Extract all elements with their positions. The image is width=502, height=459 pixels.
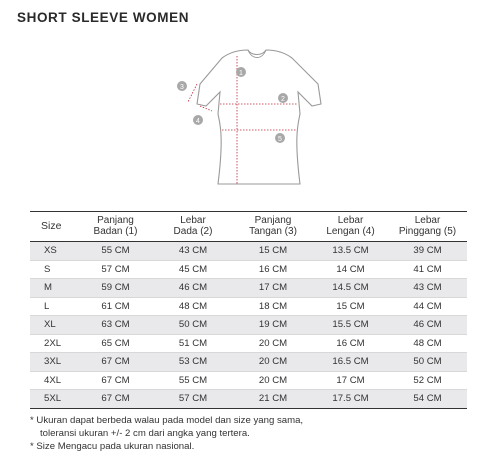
- table-cell: 46 CM: [153, 279, 233, 298]
- table-cell: 48 CM: [388, 334, 467, 353]
- table-cell: 43 CM: [388, 279, 467, 298]
- header-sleeve-length: Panjang Tangan (3): [249, 215, 297, 237]
- svg-text:1: 1: [239, 70, 243, 77]
- tshirt-measurement-diagram: [170, 44, 340, 194]
- table-cell: 63 CM: [78, 316, 153, 335]
- size-cell: S: [30, 260, 78, 279]
- table-row: [30, 353, 467, 372]
- size-cell: 2XL: [30, 334, 78, 353]
- table-cell: 15 CM: [313, 297, 388, 316]
- table-row: [30, 260, 467, 279]
- size-chart-table: [30, 211, 467, 409]
- table-cell: 18 CM: [233, 297, 313, 316]
- table-cell: 45 CM: [153, 260, 233, 279]
- table-row: [30, 297, 467, 316]
- table-row: [30, 242, 467, 261]
- table-cell: 17 CM: [313, 371, 388, 390]
- table-row: [30, 390, 467, 409]
- page-title: SHORT SLEEVE WOMEN: [17, 10, 190, 25]
- table-cell: 53 CM: [153, 353, 233, 372]
- table-cell: 13.5 CM: [313, 242, 388, 261]
- table-row: [30, 371, 467, 390]
- table-cell: 55 CM: [78, 242, 153, 261]
- table-cell: 14 CM: [313, 260, 388, 279]
- table-row: [30, 316, 467, 335]
- table-cell: 55 CM: [153, 371, 233, 390]
- marker-2: [278, 93, 288, 103]
- svg-text:2: 2: [281, 96, 285, 103]
- header-waist-width: Lebar Pinggang (5): [398, 215, 457, 237]
- svg-text:3: 3: [180, 84, 184, 91]
- note-line: * Ukuran dapat berbeda walau pada model dan size yang sama,: [30, 415, 304, 426]
- table-cell: 67 CM: [78, 353, 153, 372]
- table-cell: 20 CM: [233, 371, 313, 390]
- marker-5: [275, 133, 285, 143]
- marker-4: [193, 115, 203, 125]
- table-cell: 19 CM: [233, 316, 313, 335]
- size-cell: M: [30, 279, 78, 298]
- table-cell: 65 CM: [78, 334, 153, 353]
- table-cell: 15.5 CM: [313, 316, 388, 335]
- tshirt-outline: [197, 50, 321, 184]
- table-cell: 20 CM: [233, 334, 313, 353]
- note-line: toleransi ukuran +/- 2 cm dari angka yang tertera.: [40, 428, 250, 439]
- svg-text:5: 5: [278, 136, 282, 143]
- marker-3: [177, 81, 187, 91]
- header-size: Size: [41, 219, 62, 232]
- measure-sleeve-line: [188, 84, 197, 102]
- table-cell: 52 CM: [388, 371, 467, 390]
- table-cell: 67 CM: [78, 390, 153, 409]
- measure-sleeve-width-line: [200, 106, 212, 111]
- marker-1: [236, 67, 246, 77]
- table-header-row: [30, 212, 467, 242]
- size-cell: L: [30, 297, 78, 316]
- table-cell: 50 CM: [153, 316, 233, 335]
- table-cell: 46 CM: [388, 316, 467, 335]
- table-cell: 16 CM: [313, 334, 388, 353]
- note-line: * Size Mengacu pada ukuran nasional.: [30, 441, 195, 452]
- size-cell: XS: [30, 242, 78, 261]
- table-cell: 59 CM: [78, 279, 153, 298]
- table-cell: 14.5 CM: [313, 279, 388, 298]
- table-cell: 67 CM: [78, 371, 153, 390]
- size-cell: 5XL: [30, 390, 78, 409]
- size-cell: 4XL: [30, 371, 78, 390]
- table-cell: 15 CM: [233, 242, 313, 261]
- table-cell: 57 CM: [153, 390, 233, 409]
- table-cell: 16 CM: [233, 260, 313, 279]
- table-cell: 39 CM: [388, 242, 467, 261]
- table-cell: 17 CM: [233, 279, 313, 298]
- table-cell: 51 CM: [153, 334, 233, 353]
- size-cell: 3XL: [30, 353, 78, 372]
- header-body-length: Panjang Badan (1): [93, 215, 138, 237]
- header-sleeve-width: Lebar Lengan (4): [326, 215, 375, 237]
- table-cell: 54 CM: [388, 390, 467, 409]
- svg-text:4: 4: [196, 118, 200, 125]
- table-cell: 43 CM: [153, 242, 233, 261]
- table-cell: 48 CM: [153, 297, 233, 316]
- table-cell: 44 CM: [388, 297, 467, 316]
- size-cell: XL: [30, 316, 78, 335]
- table-cell: 50 CM: [388, 353, 467, 372]
- header-chest-width: Lebar Dada (2): [173, 215, 213, 237]
- table-cell: 17.5 CM: [313, 390, 388, 409]
- table-cell: 41 CM: [388, 260, 467, 279]
- table-cell: 61 CM: [78, 297, 153, 316]
- size-notes: [30, 414, 303, 453]
- table-cell: 20 CM: [233, 353, 313, 372]
- table-cell: 57 CM: [78, 260, 153, 279]
- table-cell: 16.5 CM: [313, 353, 388, 372]
- table-row: [30, 334, 467, 353]
- table-row: [30, 279, 467, 298]
- table-cell: 21 CM: [233, 390, 313, 409]
